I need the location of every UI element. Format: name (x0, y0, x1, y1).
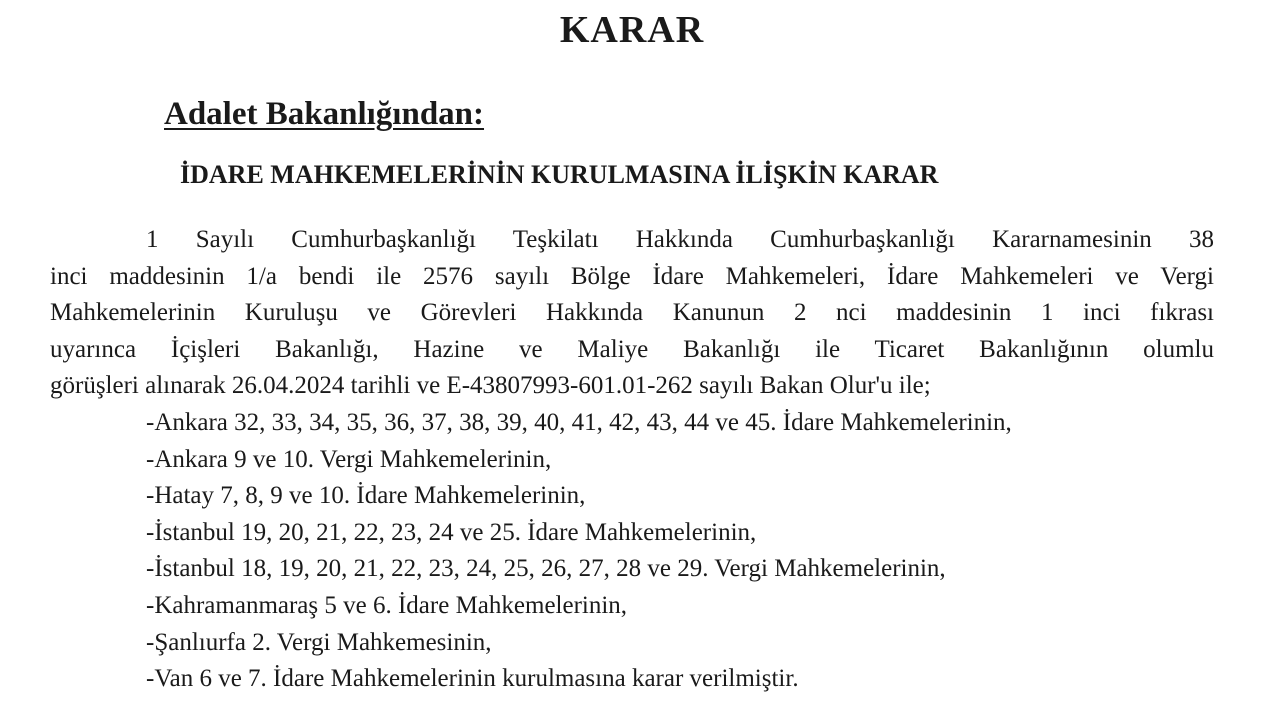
court-list-item: -Kahramanmaraş 5 ve 6. İdare Mahkemelerinin, (146, 591, 628, 619)
court-list-item: -Hatay 7, 8, 9 ve 10. İdare Mahkemelerinin, (146, 482, 586, 510)
court-list-item: -Van 6 ve 7. İdare Mahkemelerinin kurulmasına karar verilmiştir. (146, 665, 799, 693)
ministry-name: Adalet Bakanlığından: (164, 96, 485, 132)
paragraph-line: inci maddesinin 1/a bendi ile 2576 sayılı Bölge İdare Mahkemeleri, İdare Mahkemeleri ve Vergi (50, 262, 1214, 290)
court-list (50, 405, 1214, 698)
court-list-item: -Ankara 9 ve 10. Vergi Mahkemelerinin, (146, 445, 552, 473)
decision-body (50, 222, 1214, 698)
court-list-item: -İstanbul 19, 20, 21, 22, 23, 24 ve 25. İdare Mahkemelerinin, (146, 518, 757, 546)
document-title: KARAR (559, 9, 705, 51)
paragraph-line: uyarınca İçişleri Bakanlığı, Hazine ve Maliye Bakanlığı ile Ticaret Bakanlığının olumlu (50, 335, 1214, 363)
paragraph-line: 1 Sayılı Cumhurbaşkanlığı Teşkilatı Hakkında Cumhurbaşkanlığı Kararnamesinin 38 (146, 226, 1214, 253)
paragraph-line: Mahkemelerinin Kuruluşu ve Görevleri Hakkında Kanunun 2 nci maddesinin 1 inci fıkrası (50, 299, 1214, 327)
court-list-item: -Şanlıurfa 2. Vergi Mahkemesinin, (146, 628, 492, 656)
decision-heading: İDARE MAHKEMELERİNİN KURULMASINA İLİŞKİN KARAR (180, 160, 939, 189)
court-list-item: -Ankara 32, 33, 34, 35, 36, 37, 38, 39, 40, 41, 42, 43, 44 ve 45. İdare Mahkemelerinin, (146, 408, 1012, 436)
paragraph-line: görüşleri alınarak 26.04.2024 tarihli ve E-43807993-601.01-262 sayılı Bakan Olur'u ile; (50, 372, 931, 400)
court-list-item: -İstanbul 18, 19, 20, 21, 22, 23, 24, 25, 26, 27, 28 ve 29. Vergi Mahkemelerinin, (146, 555, 946, 583)
